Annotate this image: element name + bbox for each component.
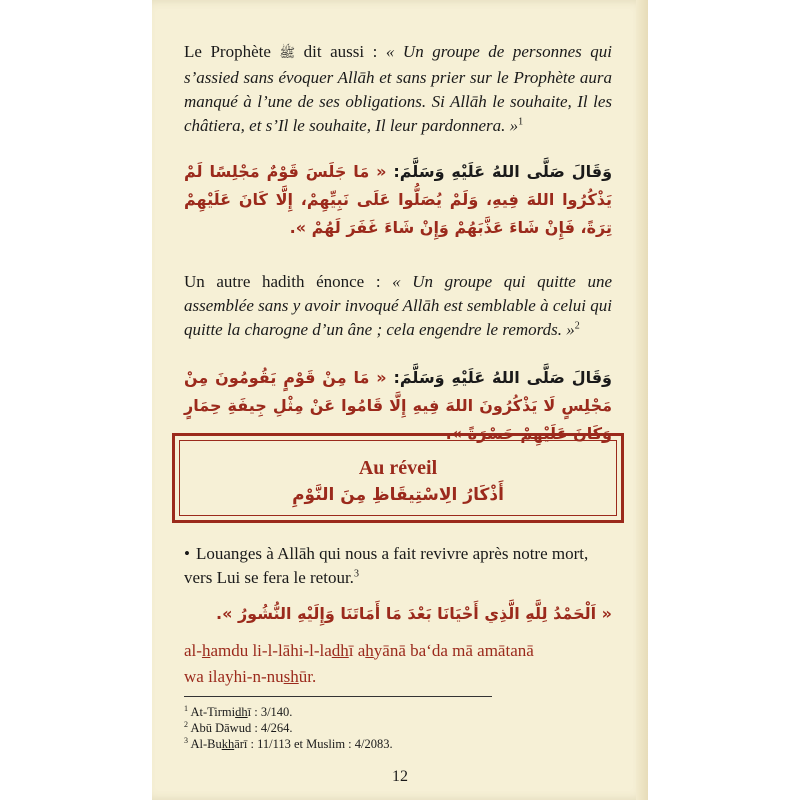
page-edge [636,0,648,800]
translit-part: al- [184,641,202,660]
translit-part: h [201,641,211,660]
hadith-1-quote: « Un groupe de personnes qui s’assied sans évoquer Allāh et sans prier sur le Prophète aura manqué à l’une de ses obligations. Si Allāh le souhaite, Il les châtiera, et s’Il le souhaite, Il leur pardonnera. » [184,42,613,135]
bullet-icon: • [184,544,190,563]
hadith-2-quote: « Un groupe qui quitte une assemblée sans y avoir invoqué Allāh est semblable à celui qui quitte la charogne d’un âne ; cela engendre le remords. » [184,272,612,339]
hadith-1-arabic-text: « مَا جَلَسَ قَوْمٌ مَجْلِسًا لَمْ يَذْكُرُوا اللهَ فِيهِ، وَلَمْ يُصَلُّوا عَلَى نَبِيِّهِمْ، إِلَّا كَانَ عَلَيْهِمْ تِرَةً، فَإِنْ شَاءَ عَذَّبَهُمْ وَإِنْ شَاءَ غَفَرَ لَهُمْ ». [184,162,612,237]
translit-part: ūr. [298,667,317,686]
footnote-1 [184,704,612,720]
footnote-num: 2 [184,719,188,729]
dhikr-arabic-text: « اَلْحَمْدُ لِلَّهِ الَّذِي أَحْيَانَا بَعْدَ مَا أَمَاتَنَا وَإِلَيْهِ النُّشُورُ ». [215,604,612,623]
footnote-num: 3 [184,735,188,745]
footnote-3 [184,736,612,752]
translit-part: ī a [348,641,366,660]
footnote-ref-2: 2 [574,320,580,332]
dhikr-french [184,542,612,590]
footnote-text: dh [235,705,248,719]
section-arabic-title: أَذْكَارُ الِاسْتِيقَاظِ مِنَ النَّوْمِ [292,485,504,505]
footnote-divider [184,696,492,697]
footnote-text: ārī : 11/113 et Muslim : 4/2083. [234,737,393,751]
translit-part: yānā ba‘da mā amātanā [373,641,534,660]
hadith-1-arabic-lead: وَقَالَ صَلَّى اللهُ عَلَيْهِ وَسَلَّمَ: [386,162,613,181]
dhikr-text: Louanges à Allāh qui nous a fait revivre après notre mort, vers Lui se fera le retour. [184,544,589,587]
translit-part: dh [331,641,349,660]
dhikr-arabic [184,600,612,628]
hadith-2-arabic-text: « مَا مِنْ قَوْمٍ يَقُومُونَ مِنْ مَجْلِسٍ لَا يَذْكُرُونَ اللهَ فِيهِ إِلَّا قَامُوا عَنْ مِثْلِ جِيفَةِ حِمَارٍ وَكَانَ عَلَيْهِمْ حَسْرَةً ». [184,368,612,443]
footnote-2 [184,720,612,736]
hadith-2-arabic-lead: وَقَالَ صَلَّى اللهُ عَلَيْهِ وَسَلَّمَ: [386,368,613,387]
section-title: Au réveil [358,457,438,479]
footnote-text: Abū Dāwud : 4/264. [190,721,293,735]
footnote-text: Al-Bu [190,737,222,751]
translit-part: amdu li-l-lāhi-l-la [210,641,332,660]
footnote-ref-1: 1 [518,116,524,128]
hadith-1-intro-after: dit aussi : [295,42,386,61]
section-header-inner-frame [179,440,617,516]
dhikr-transliteration [184,638,612,690]
hadith-1-french [184,40,612,138]
hadith-2-french [184,270,612,342]
footnote-ref-3: 3 [353,568,359,580]
hadith-2-intro: Un autre hadith énonce : [184,272,393,291]
translit-part: sh [283,667,299,686]
translit-part: h [365,641,374,660]
footnote-text: kh [221,737,235,751]
footnote-text: ī : 3/140. [247,705,293,719]
footnote-num: 1 [184,703,188,713]
footnotes [184,704,612,752]
translit-part: wa ilayhi-n-nu [184,667,284,686]
hadith-1-intro: Le Prophète [184,42,280,61]
page-number: 12 [392,768,408,785]
salutation-glyph: ﷺ [279,46,296,61]
hadith-1-arabic [184,158,612,242]
section-header-box [172,433,624,523]
footnote-text: At-Tirmi [190,705,236,719]
